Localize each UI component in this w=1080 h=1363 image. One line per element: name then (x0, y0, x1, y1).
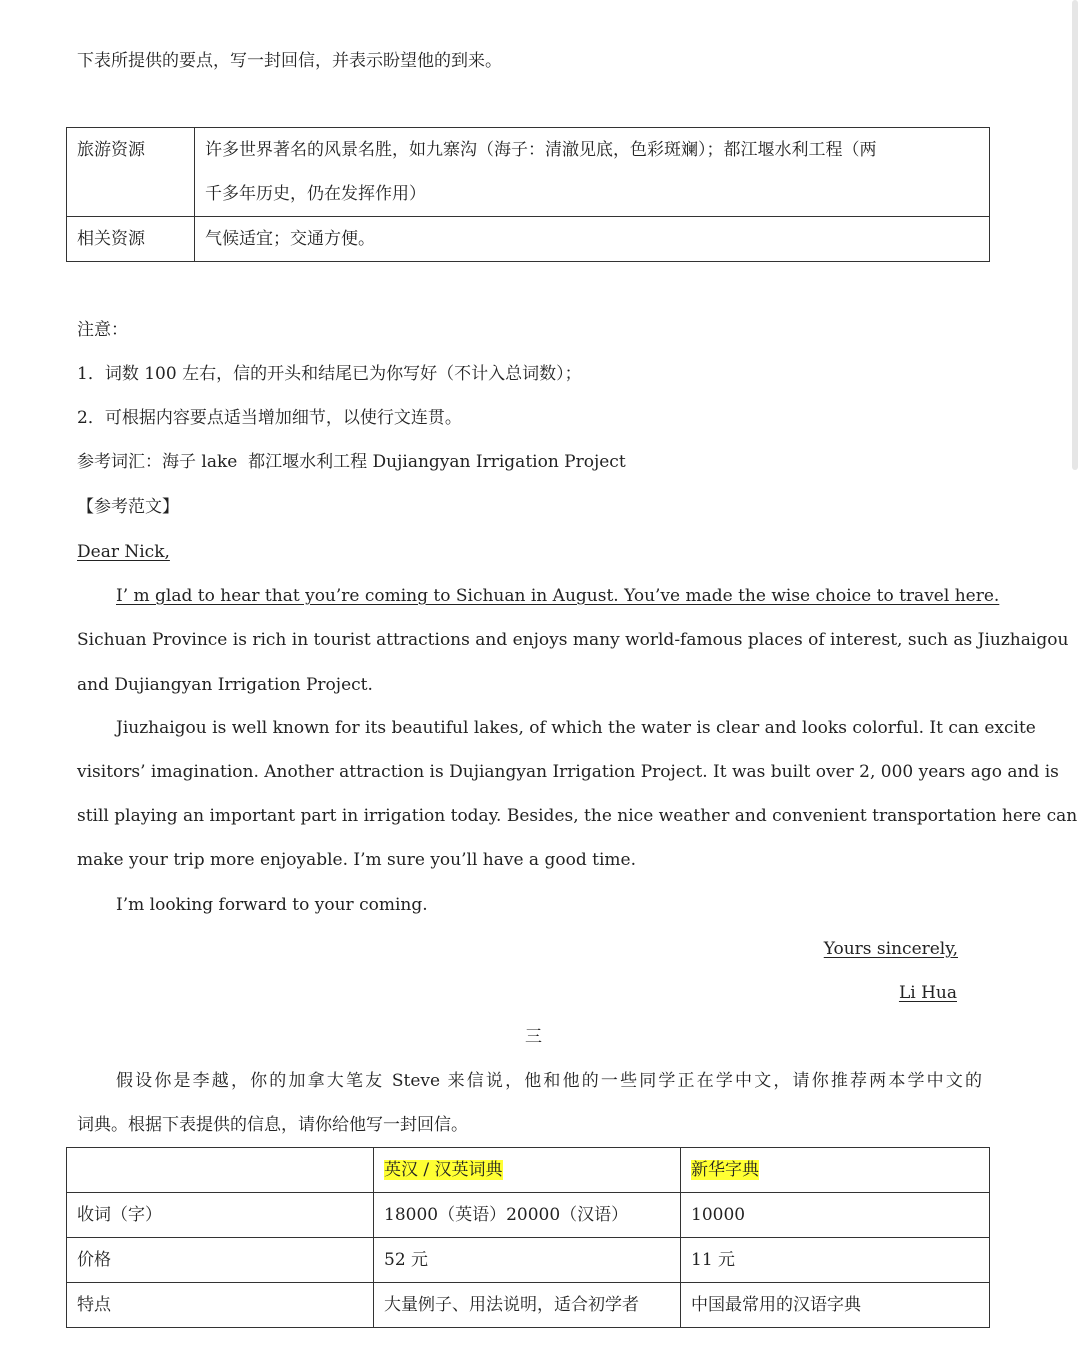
table-row (67, 1193, 990, 1238)
vocab-line: 参考词汇：海子 lake 都江堰水利工程 Dujiangyan Irrigation Project (77, 452, 626, 472)
table-header-empty (67, 1148, 374, 1193)
table-cell: 52 元 (374, 1238, 681, 1283)
table-row (67, 1148, 990, 1193)
table-cell: 收词（字） (67, 1193, 374, 1238)
note-item: 2．可根据内容要点适当增加细节，以使行文连贯。 (77, 408, 462, 428)
table-cell: 大量例子、用法说明，适合初学者 (374, 1283, 681, 1328)
section-number: 三 (525, 1027, 542, 1047)
letter-line: still playing an important part in irrigation today. Besides, the nice weather and convenient transportation here can (77, 806, 1078, 826)
letter-line: make your trip more enjoyable. I’m sure you’ll have a good time. (77, 850, 636, 870)
highlighted-header: 英汉 / 汉英词典 (384, 1160, 503, 1180)
sample-heading: 【参考范文】 (77, 497, 179, 517)
table-cell-content: 气候适宜；交通方便。 (195, 217, 990, 262)
task-line: 词典。根据下表提供的信息，请你给他写一封回信。 (77, 1115, 468, 1135)
letter-signature: Li Hua (898, 983, 957, 1003)
notes-title: 注意： (77, 320, 128, 340)
task-line: 假设你是李越，你的加拿大笔友 Steve 来信说，他和他的一些同学正在学中文，请你推荐两本学中文的 (116, 1071, 982, 1091)
intro-line: 下表所提供的要点，写一封回信，并表示盼望他的到来。 (77, 51, 502, 71)
table-cell: 11 元 (681, 1238, 990, 1283)
note-item: 1．词数 100 左右，信的开头和结尾已为你写好（不计入总词数）； (77, 364, 582, 384)
dictionary-table (66, 1147, 990, 1328)
scrollbar[interactable] (1072, 0, 1078, 470)
highlighted-header: 新华字典 (691, 1160, 759, 1180)
content-line: 许多世界著名的风景名胜，如九寨沟（海子：清澈见底，色彩斑斓）；都江堰水利工程（两 (205, 140, 877, 160)
table-cell-content (195, 128, 990, 217)
letter-line: I’m looking forward to your coming. (116, 895, 428, 915)
table-header (681, 1148, 990, 1193)
letter-salutation: Dear Nick, (77, 542, 170, 562)
letter-line: Sichuan Province is rich in tourist attractions and enjoys many world-famous places of interest, such as Jiuzhaigou (77, 630, 1069, 650)
table-cell-label: 旅游资源 (67, 128, 195, 217)
table-row (67, 1238, 990, 1283)
table-cell: 特点 (67, 1283, 374, 1328)
table-row (67, 217, 990, 262)
table-row (67, 1283, 990, 1328)
letter-line: and Dujiangyan Irrigation Project. (77, 675, 373, 695)
letter-line: Jiuzhaigou is well known for its beautiful lakes, of which the water is clear and looks colorful. It can excite (116, 718, 1036, 738)
table-cell: 价格 (67, 1238, 374, 1283)
letter-closing: Yours sincerely, (823, 939, 958, 959)
table-cell: 中国最常用的汉语字典 (681, 1283, 990, 1328)
table-header (374, 1148, 681, 1193)
table-cell: 10000 (681, 1193, 990, 1238)
letter-line: I’ m glad to hear that you’re coming to Sichuan in August. You’ve made the wise choice to travel here. (116, 586, 1000, 606)
table-cell: 18000（英语）20000（汉语） (374, 1193, 681, 1238)
tourism-table (66, 127, 990, 262)
table-row (67, 128, 990, 217)
letter-line: visitors’ imagination. Another attraction is Dujiangyan Irrigation Project. It was built over 2, 000 years ago and is (77, 762, 1059, 782)
table-cell-label: 相关资源 (67, 217, 195, 262)
content-line: 千多年历史，仍在发挥作用） (205, 184, 426, 204)
